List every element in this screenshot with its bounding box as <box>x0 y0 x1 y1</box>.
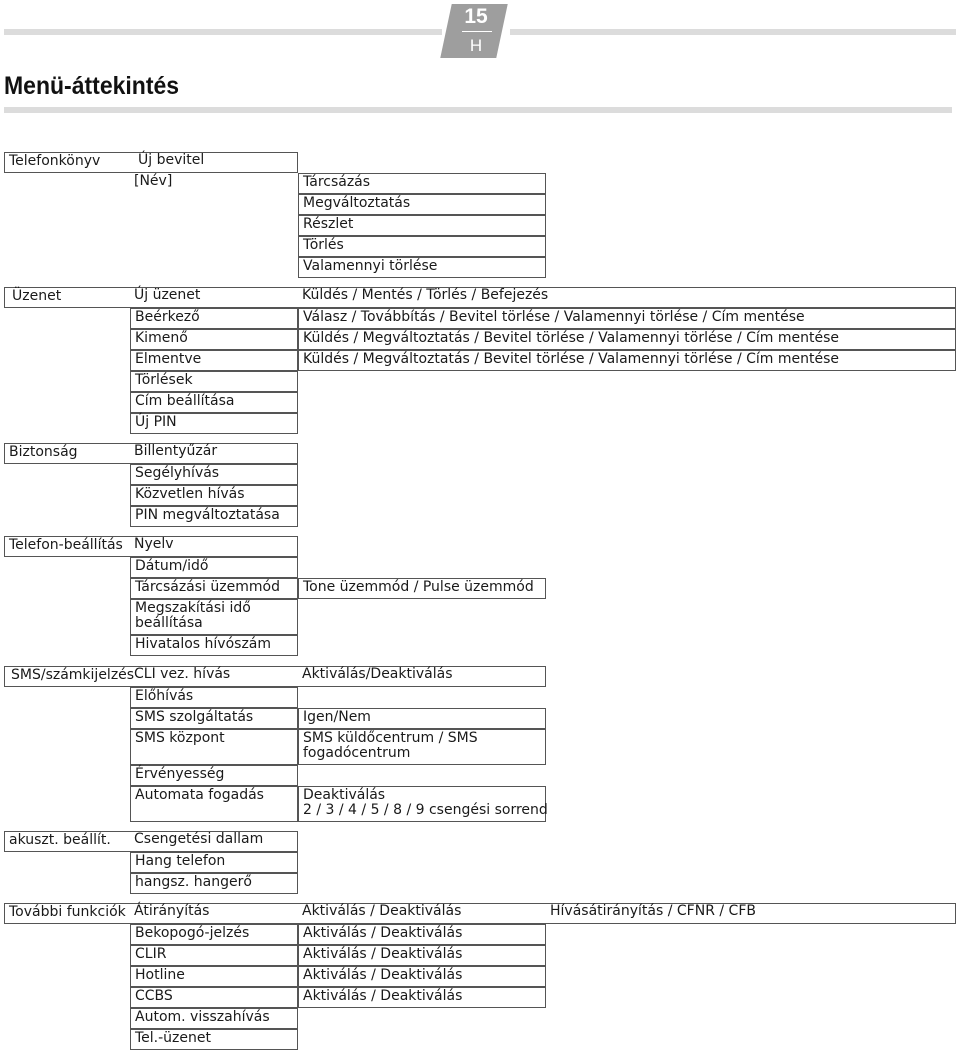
menu-item: Billentyűzár <box>134 443 218 459</box>
menu-item: [Név] <box>130 173 298 194</box>
submenu-item: SMS küldőcentrum / SMS fogadócentrum <box>298 729 546 765</box>
submenu-item: Aktiválás / Deaktiválás <box>298 966 546 987</box>
submenu-item: Valamennyi törlése <box>298 257 546 278</box>
menu-item: Beérkező <box>130 308 298 329</box>
submenu-item: Küldés / Mentés / Törlés / Befejezés <box>302 287 549 303</box>
submenu-item: Aktiválás/Deaktiválás <box>302 666 453 682</box>
menu-item: Autom. visszahívás <box>130 1008 298 1029</box>
submenu-item: Válasz / Továbbítás / Bevitel törlése / Valamennyi törlése / Cím mentése <box>298 308 956 329</box>
menu-item: Érvényesség <box>130 765 298 786</box>
menu-item: Hotline <box>130 966 298 987</box>
menu-item: Hivatalos hívószám <box>130 635 298 656</box>
menu-telefonkonyv: Telefonkönyv <box>4 152 298 173</box>
menu-item: Cím beállítása <box>130 392 298 413</box>
submenu-item: Aktiválás / Deaktiválás <box>298 987 546 1008</box>
menu-akusztika: akuszt. beállít. <box>4 831 298 852</box>
menu-item: CCBS <box>130 987 298 1008</box>
menu-item: hangsz. hangerő <box>130 873 298 894</box>
submenu-item: Aktiválás / Deaktiválás <box>298 924 546 945</box>
submenu-item <box>298 786 546 822</box>
page-letter: H <box>469 36 483 55</box>
submenu-item: Küldés / Megváltoztatás / Bevitel törlése / Valamennyi törlése / Cím mentése <box>298 350 956 371</box>
menu-item: CLI vez. hívás <box>134 666 231 682</box>
menu-item: Törlések <box>130 371 298 392</box>
menu-biztonsag: Biztonság <box>4 443 298 464</box>
menu-item: Közvetlen hívás <box>130 485 298 506</box>
menu-item: CLIR <box>130 945 298 966</box>
auto-fogadas-option-1: Deaktiválás <box>303 787 386 803</box>
menu-item: Csengetési dallam <box>134 831 264 847</box>
menu-item: Kimenő <box>130 329 298 350</box>
menu-item: Tárcsázási üzemmód <box>130 578 298 599</box>
submenu-item: Aktiválás / Deaktiválás <box>298 945 546 966</box>
menu-item: Nyelv <box>134 536 174 552</box>
auto-fogadas-option-2: 2 / 3 / 4 / 5 / 8 / 9 csengési sorrend <box>303 802 548 818</box>
menu-item: SMS szolgáltatás <box>130 708 298 729</box>
menu-item: SMS központ <box>130 729 298 765</box>
submenu-item: Aktiválás / Deaktiválás <box>302 903 462 919</box>
submenu-item: Igen/Nem <box>298 708 546 729</box>
menu-item: Tel.-üzenet <box>130 1029 298 1050</box>
menu-item: Automata fogadás <box>130 786 298 822</box>
menu-item: Hang telefon <box>130 852 298 873</box>
submenu-extra: Hívásátirányítás / CFNR / CFB <box>550 903 756 919</box>
menu-item: Új üzenet <box>134 287 201 303</box>
submenu-item: Részlet <box>298 215 546 236</box>
submenu-item: Tárcsázás <box>298 173 546 194</box>
menu-item: Bekopogó-jelzés <box>130 924 298 945</box>
menu-item: Elmentve <box>130 350 298 371</box>
menu-item: Átirányítás <box>134 903 210 919</box>
submenu-item: Tone üzemmód / Pulse üzemmód <box>298 578 546 599</box>
menu-item: PIN megváltoztatása <box>130 506 298 527</box>
submenu-item: Küldés / Megváltoztatás / Bevitel törlése / Valamennyi törlése / Cím mentése <box>298 329 956 350</box>
menu-uzenet: Üzenet <box>4 287 956 308</box>
menu-item: Segélyhívás <box>130 464 298 485</box>
menu-item: Dátum/idő <box>130 557 298 578</box>
menu-item: Előhívás <box>130 687 298 708</box>
page-title: Menü-áttekintés <box>4 72 180 100</box>
menu-item: Új bevitel <box>138 152 205 168</box>
submenu-item: Törlés <box>298 236 546 257</box>
menu-telefon-beallitas: Telefon-beállítás <box>4 536 298 557</box>
menu-sms: SMS/számkijelzés <box>4 666 546 687</box>
menu-tovabbi-funkciok: További funkciók <box>4 903 956 924</box>
page-number: 15 <box>464 5 488 28</box>
menu-item: Megszakítási idő beállítása <box>130 599 298 635</box>
menu-item: Új PIN <box>130 413 298 434</box>
submenu-item: Megváltoztatás <box>298 194 546 215</box>
